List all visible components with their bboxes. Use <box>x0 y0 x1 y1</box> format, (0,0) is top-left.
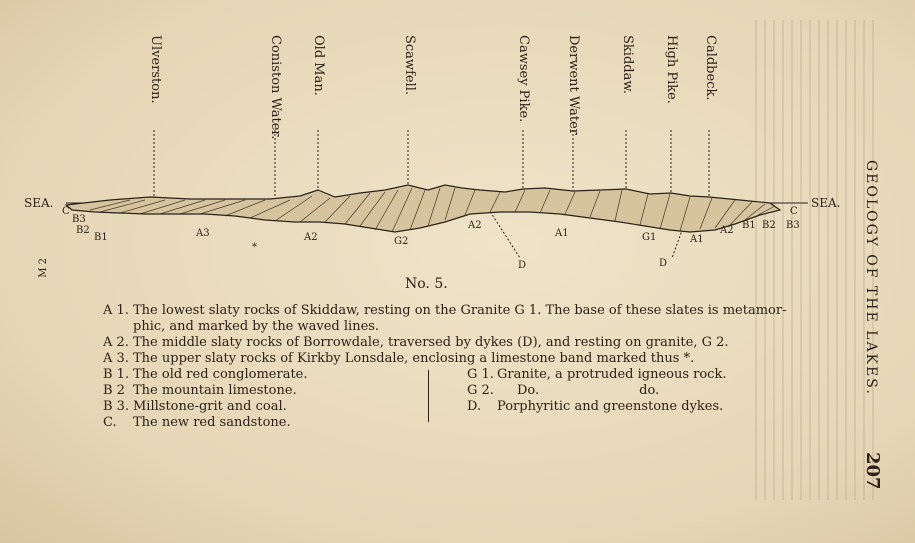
peak-label-coniston-water: Coniston Water. <box>268 35 283 140</box>
legend-b2 <box>103 383 297 398</box>
legend-code: B 1. <box>103 367 130 382</box>
legend-a1-continuation: phic, and marked by the waved lines. <box>133 319 380 334</box>
legend-a2 <box>103 335 729 350</box>
label-g2: G2 <box>394 236 409 247</box>
peak-label-cawsey-pike: Cawsey Pike. <box>516 35 531 123</box>
legend-code: B 3. <box>103 399 130 414</box>
label-b2-right: B2 <box>762 220 776 231</box>
peak-label-caldbeck: Caldbeck. <box>703 35 718 101</box>
legend-text: Granite, a protruded igneous rock. <box>497 367 727 382</box>
legend-g1 <box>467 367 726 382</box>
label-a2-mid: A2 <box>468 220 482 231</box>
label-b2-left: B2 <box>76 225 90 236</box>
legend-d <box>467 399 723 414</box>
peak-label-derwent-water: Derwent Water <box>566 35 581 135</box>
legend-text: The old red conglomerate. <box>133 367 308 382</box>
legend-a3 <box>103 351 694 366</box>
legend-text: The mountain limestone. <box>133 383 297 398</box>
page-number: 207 <box>862 452 883 490</box>
legend-c <box>103 415 291 430</box>
signature-mark: M 2 <box>38 258 49 278</box>
label-a1-mid: A1 <box>555 228 569 239</box>
label-a2-left: A2 <box>304 232 318 243</box>
legend-text: Porphyritic and greenstone dykes. <box>497 399 724 414</box>
legend-text: Millstone-grit and coal. <box>133 399 287 414</box>
peak-label-scawfell: Scawfell. <box>402 35 417 96</box>
legend-code: D. <box>467 399 482 414</box>
label-c-left: C <box>62 206 70 217</box>
legend-text: Do. <box>517 383 540 398</box>
column-divider <box>428 370 429 422</box>
label-b1-left: B1 <box>94 232 108 243</box>
label-c-right: C <box>790 206 798 217</box>
peak-label-skiddaw: Skiddaw. <box>620 35 635 95</box>
legend-code: G 2. <box>467 383 494 398</box>
legend-code: A 1. <box>103 303 129 318</box>
sea-label-left: SEA. <box>24 196 54 210</box>
legend-code: A 2. <box>103 335 129 350</box>
legend-g2 <box>467 383 659 398</box>
legend-code: A 3. <box>103 351 129 366</box>
sea-label-right: SEA. <box>811 196 841 210</box>
legend-b3 <box>103 399 287 414</box>
legend-a1 <box>103 303 786 318</box>
label-d-right: D <box>659 258 668 269</box>
label-b1-right: B1 <box>742 220 756 231</box>
label-b3-right: B3 <box>786 220 800 231</box>
peak-label-old-man: Old Man. <box>311 35 326 96</box>
label-d-left: D <box>518 260 527 271</box>
label-b3-left: B3 <box>72 214 86 225</box>
running-head: GEOLOGY OF THE LAKES. <box>863 160 879 396</box>
legend-code: G 1. <box>467 367 494 382</box>
legend-text: The new red sandstone. <box>133 415 291 430</box>
label-g1: G1 <box>642 232 657 243</box>
legend-text: The lowest slaty rocks of Skiddaw, resting on the Granite G 1. The base of these slates is metamor- <box>133 303 787 318</box>
legend-code: B 2 <box>103 383 125 398</box>
legend-text: The middle slaty rocks of Borrowdale, traversed by dykes (D), and resting on granite, G 2. <box>133 335 729 350</box>
legend-b1 <box>103 367 308 382</box>
legend-text: The upper slaty rocks of Kirkby Lonsdale, enclosing a limestone band marked thus *. <box>133 351 695 366</box>
label-a2-right: A2 <box>720 225 734 236</box>
legend-ditto: do. <box>639 383 660 398</box>
label-a3: A3 <box>196 228 210 239</box>
peak-label-ulverston: Ulverston. <box>148 35 163 104</box>
label-a1-right: A1 <box>690 234 704 245</box>
legend-code: C. <box>103 415 117 430</box>
figure-title: No. 5. <box>405 276 448 292</box>
label-star: * <box>252 242 257 253</box>
peak-label-high-pike: High Pike. <box>664 35 679 104</box>
mountain-profile <box>66 185 780 232</box>
